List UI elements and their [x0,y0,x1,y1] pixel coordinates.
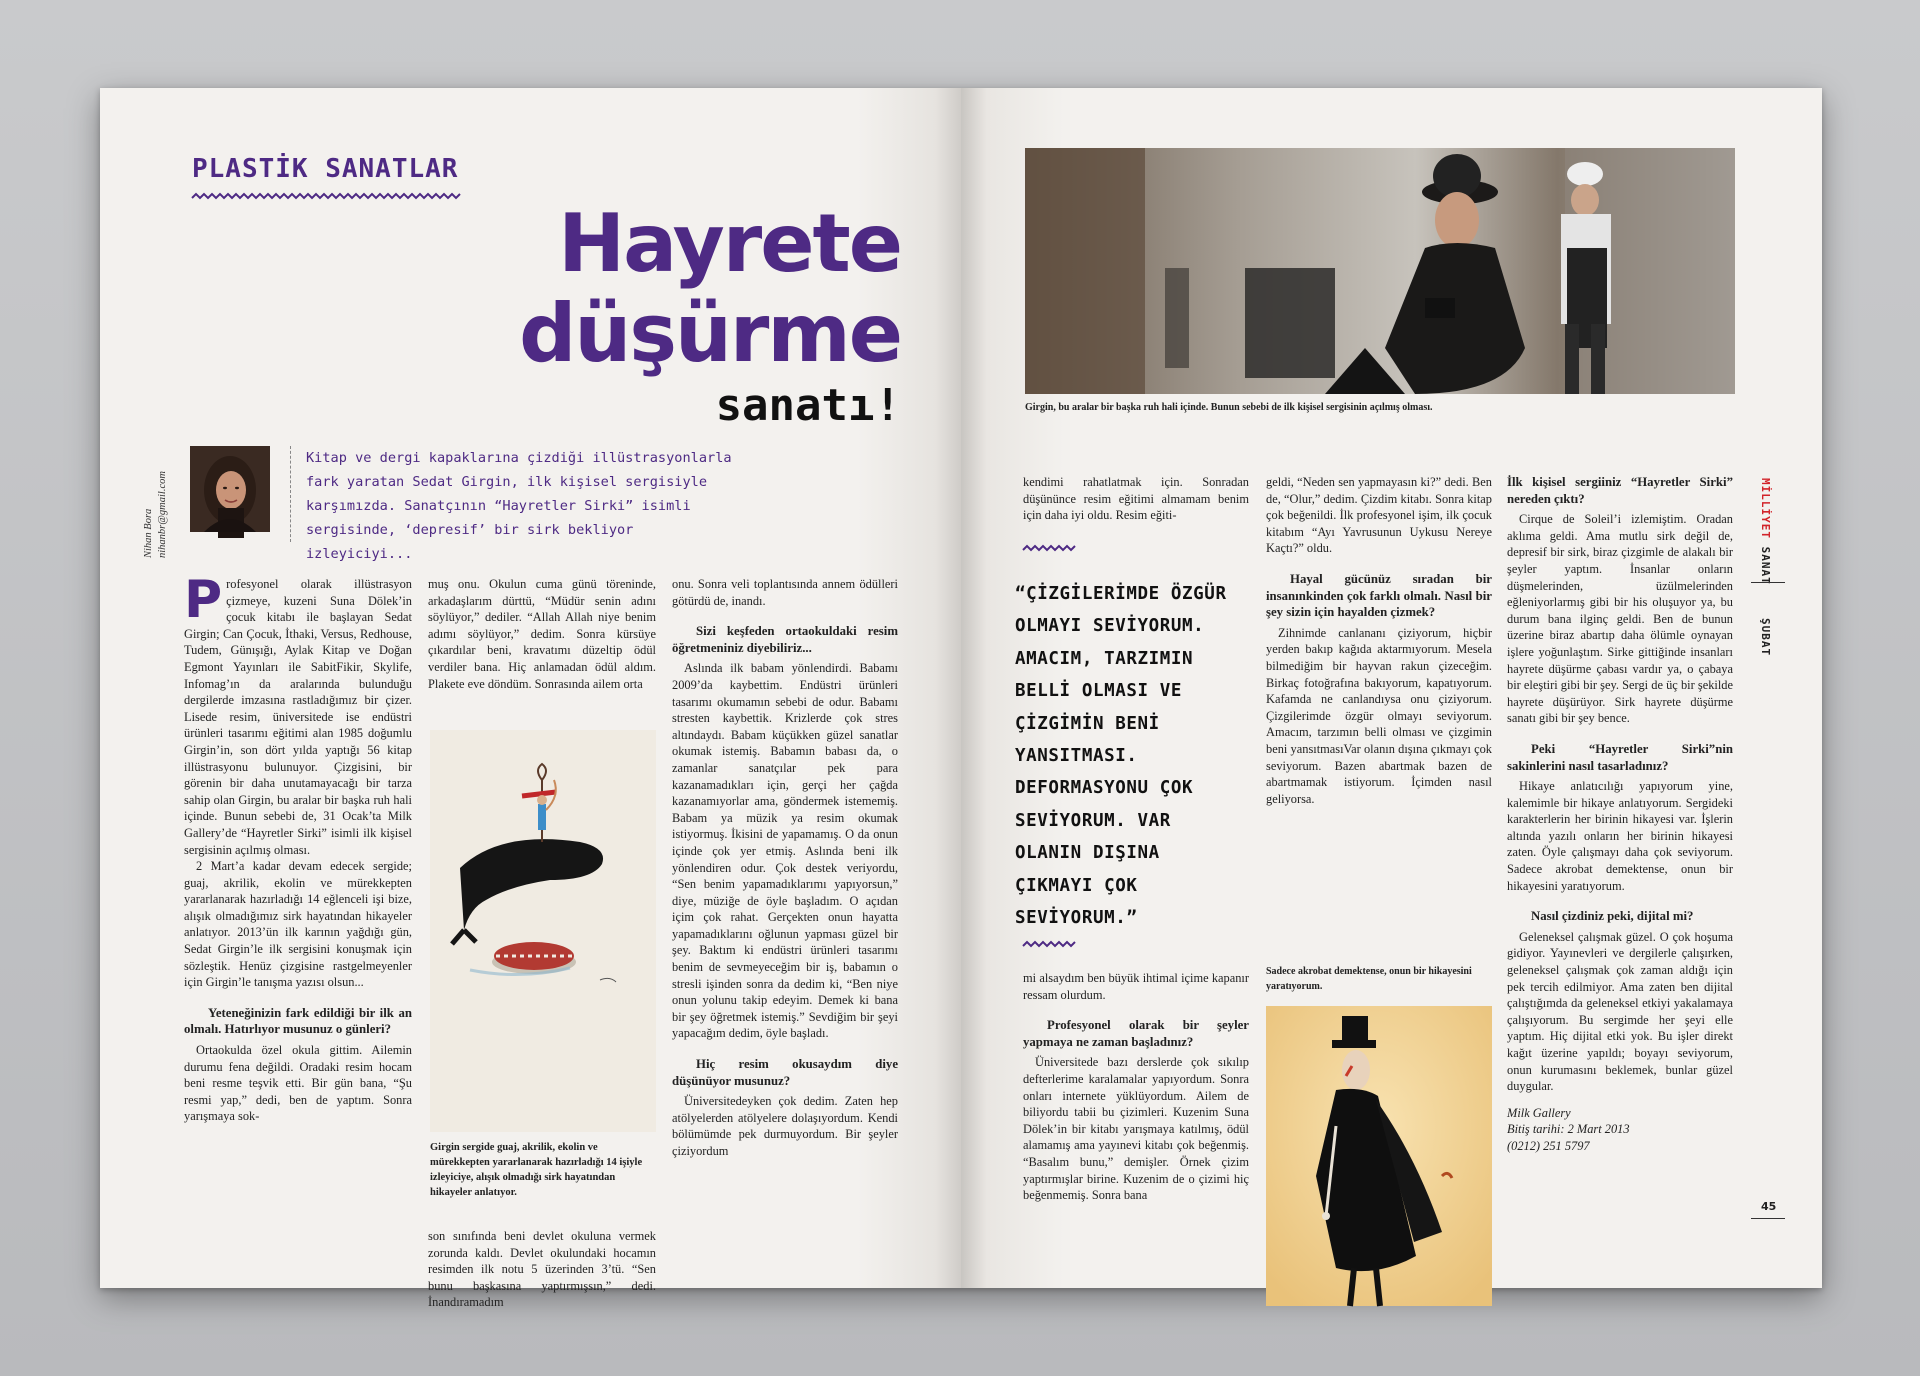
rcol1-paragraph-1: kendimi rahatlatmak için. Sonradan düşününce resim eğitimi almamam benim için daha iyi oldu. Resim eğiti- [1023,475,1249,523]
exhibition-venue: Milk Gallery [1507,1105,1571,1120]
col3-question-1: Sizi keşfeden ortaokuldaki resim öğretmeniniz diyebiliriz... [672,624,898,655]
col2-paragraph-1: muş onu. Okulun cuma günü töreninde, arkadaşlarım dürttü, “Müdür senin adını söylüyor,” dediler. “Allah Allah niye benim adımı söylüyor,” dedim. Sonra kürsüye çıkardılar beni, kravatımı düzeltip ödül verdiler bana. Hiç anlamadan ödül aldım. Plakete eve döndüm. Sonrasında ailem orta [428,577,656,691]
col3-answer-2: Üniversitedeyken çok dedim. Zaten hep atölyelerden atölyelere dolaşıyordum. Kendi bölümümde pek durmuyordum. Bir şeyler çiziyordum [672,1094,898,1158]
side-folio-rule [1751,582,1785,583]
title-line-1: Hayrete [558,197,901,290]
lede-divider [290,446,291,542]
title-line-2: düşürme [519,287,901,380]
left-column-2 [428,576,656,692]
rcol2-question-1: Hayal gücünüz sıradan bir insanınkinden çok farklı olmalı. Nasıl bir şey sizin için hayalden çizmek? [1266,571,1492,620]
author-name: Nihan Bora [143,508,154,558]
pull-quote: “ÇİZGİLERİMDE ÖZGÜR OLMAYI SEVİYORUM. AMACIM, TARZIMIN BELLİ OLMASI VE ÇİZGİMİN BENİ YANSITMASI. DEFORMASYONU ÇOK SEVİYORUM. VAR OLANIN DIŞINA ÇIKMAYI ÇOK SEVİYORUM.” [1015,584,1227,929]
author-avatar [190,446,270,532]
side-brand: MİLLİYET [1759,478,1772,539]
col3-question-2: Hiç resim okusaydım diye düşünüyor musunuz? [672,1057,898,1088]
author-byline [142,428,170,558]
rcol1-answer-1: Üniversitede bazı derslerde çok sıkılıp defterlerime karalamalar yapıyordum. Sonra onları internete yüklüyordum. Ailem de biliyordu tabii bu çizimleri. Kuzenim Suna Dölek’in bir kitabı yarışmaya katılmış, ödül alamamış ama yayınevi kitabı çok beğenmiş. “Basalım bunu,” demişler. Örnek çizim yaptırmışlar birine. Kuzenim de o çizimi hiç beğenmemiş. Sonra bana [1023,1055,1249,1203]
title-line-3: sanatı! [715,380,901,431]
acrobat-caption: Sadece akrobat demektense, onun bir hikayesini yaratıyorum. [1266,966,1472,992]
circus-illustration-whale [430,730,656,1132]
right-column-1-bottom [1023,970,1249,1204]
whale-illustration-caption: Girgin sergide guaj, akrilik, ekolin ve mürekkepten yararlanarak hazırladığı 14 işiyle izleyiciye, alışık olmadığı sirk hayatından hikayeler anlatıyor. [430,1142,643,1198]
rcol3-question-3: Nasıl çizdiniz peki, dijital mi? [1531,909,1694,924]
exhibition-end-date: Bitiş tarihi: 2 Mart 2013 [1507,1122,1630,1137]
right-column-3 [1507,474,1733,1155]
page-number: 45 [1761,1200,1777,1213]
rcol1-paragraph-2: mi alsaydım ben büyük ihtimal içime kapanır ressam olurdum. [1023,971,1249,1002]
rcol3-answer-1: Cirque de Soleil’i izlemiştim. Oradan aklıma geldi. Ama mutlu sirk değil de, depresif bir sirk, biraz çizgimle de alakalı bir şeyler yaptım. İnsanlar onların düşmelerinden, üzülmelerinden eğleniyorlarmış gibi bir his oluşuyor ya, bu durum bana ilginç geldi. Ben de bunun üzerine biraz abartıp daha ölümle oynayan işlere yoğunlaştım. Sirke gittiğinde insanları hayrete düşürme çabası vardır ya, o çabaya bir eleştiri gibi bir şey. Sergi de üç bir şekilde hayrete düşürüyor. Sirk hayrete düşürme sanatı gibi bir şey bence. [1507,512,1733,726]
rcol2-answer-1: Zihnimde canlananı çiziyorum, hiçbir yerden bakıp kağıda aktarmıyorum. Mesela bilmediğim bir hayvan rakun çizeceğim. Birkaç fotoğrafına bakıyorum, kapatıyorum. Kafamda ne canlandıysa onu çiziyorum. Çizgilerimde özgür olmayı seviyorum. Amacım, tarzımın belli olması ve çizgimin beni yansıtmasıVar olanın dışına çıkmayı çok seviyorum. Bazen abartmak bazen de abartmamak istiyorum. İçimden nasıl geliyorsa. [1266,625,1492,806]
right-column-1 [1023,474,1249,524]
quote-top-zigzag [1023,544,1075,552]
side-month: ŞUBAT [1759,617,1772,657]
circus-illustration-figure [1266,1006,1492,1306]
left-column-3 [672,576,898,1160]
left-page [100,88,961,1310]
side-section: SANAT [1759,546,1772,585]
author-email: nihanbr@gmail.com [157,471,168,558]
col1-question-1: Yeteneğinizin fark edildiği bir ilk an olmalı. Hatırlıyor musunuz o günleri? [184,1005,412,1037]
quote-bottom-zigzag [1023,940,1075,948]
exhibition-info [1507,1105,1733,1155]
col1-paragraph-2: 2 Mart’a kadar devam edecek sergide; guaj, akrilik, ekolin ve mürekkepten yararlanarak hazırladığı 14 eğlenceli işi bize, alışık olmadığımız sirk hayatından hikayeler anlatıyor. 2013’ün ilk karının yağdığı gün, Sedat Girgin’le ilk sergisini konuşmak için sözleştik. Henüz çizgisine rastgelmeyenler için Girgin’le tanışma yazısı olsun... [184,859,412,990]
col3-paragraph-1: onu. Sonra veli toplantısında annem ödülleri götürdü de, inandı. [672,577,898,608]
page-number-rule [1751,1218,1785,1219]
exhibition-phone: (0212) 251 5797 [1507,1138,1590,1153]
rcol3-answer-3: Geleneksel çalışmak güzel. O çok hoşuma gidiyor. Yayınevleri ve dergilerle çalışırken, geleneksel çalışmak çok zaman aldığı için pek tercih edilmiyor. Ama zaten ben dijital çalıştığımda da geleneksel etkiyi yakalamaya çalışıyorum. Bu sergimde her şeyi elle yaptım. Hiç dijital etki yok. Bu işler direkt kağıt üzerine yapıldı; boyayı seviyorum, onun kurumasını beklemek, bunlar güzel duygular. [1507,929,1733,1094]
rcol3-answer-2: Hikaye anlatıcılığı yapıyorum yine, kalemimle bir hikaye anlatıyorum. Sergideki karakterlerin her birinin hikayesi var. İşlerin altında yazılı onların her birinin hikayesi zaten. Öyle çalışmayı daha çok seviyorum. Sadece akrobat demektense, onun bir hikayesini yaratıyorum. [1507,779,1733,893]
artist-photo [1025,148,1735,394]
col2-paragraph-2: son sınıfında beni devlet okuluna vermek zorunda kaldı. Devlet okulundaki hocamın resimden ilk notu 5 üzerinden 3’tü. “Sen bunu başkasına yaptırmışsın,” dedi. İnandıramadım [428,1229,656,1310]
drop-cap: P [184,570,223,630]
right-column-2 [1266,474,1492,807]
col3-answer-1: Aslında ilk babam yönlendirdi. Babamı 2009’da kaybettim. Endüstri ürünleri tasarımı okumamın sebebi de odur. Babamı stresten kaybettik. Krizlerde çok stres altındaydı. Babam küçükken güzel sanatlar okumak istemiş. Babamın babası da, o zamanlar sanatçılar pek para kazanamadıkları için, gerçi her çağda kazanamıyorlar ama, göndermek istememiş. Babam ya müzik ya resim okumak istiyormuş. İkisini de yapamamış. O da onun içinde çok yer etmiş. Aslında beni ilk yönlendiren odur. Çok destek veriyordu, “Sen benim yapamadıklarımı yapıyorsun,” diye, müziğe de öyle başladım. O açıdan içim çok rahat. Gerçekten onun hayatta yapamadıklarını oğlunun yapması güzel bir şey. Baktım ki endüstri ürünleri tasarımı benim de sevmeyeceğim bir iş, babamın o stresli işinden sonra da dedim ki, “Ben niye onun yolunu takip edeyim. Demek ki bana bir şey öğretmek istemiş.” Sevdiğim bir şeyi yapacağım dedim, öyle başladı. [672,661,898,1041]
section-underline-zigzag [192,192,462,200]
left-column-2-bottom [428,1228,656,1311]
rcol3-question-1: İlk kişisel sergiiniz “Hayretler Sirki” nereden çıktı? [1507,475,1733,506]
section-label: PLASTİK SANATLAR [192,154,459,184]
left-column-1 [184,570,412,1125]
col1-answer-1: Ortaokulda özel okula gittim. Ailemin durumu fena değildi. Oradaki resim hocam beni resme teşvik etti. Bir gün bana, “Şu resmi yap,” dedi, ben de yaptım. Sonra yarışmaya sok- [184,1043,412,1124]
rcol2-paragraph-1: geldi, “Neden sen yapmayasın ki?” dedi. Ben de, “Olur,” dedim. Çizdim kitabı. Sonra kitap çok beğenildi. İlk profesyonel işim, ilk çocuk kitabım “Ayı Yavrusunun Uykusu Nereye Kaçtı?” oldu. [1266,475,1492,556]
right-page [961,88,1822,1288]
rcol3-question-2: Peki “Hayretler Sirki”nin sakinlerini nasıl tasarladınız? [1507,741,1733,773]
magazine-spread [100,88,1822,1310]
photo-caption: Girgin, bu aralar bir başka ruh hali içinde. Bunun sebebi de ilk kişisel sergisinin açılmış olması. [1025,402,1433,413]
rcol1-question-1: Profesyonel olarak bir şeyler yapmaya ne zaman başladınız? [1023,1018,1249,1049]
col1-paragraph-1: rofesyonel olarak illüstrasyon çizmeye, kuzeni Suna Dölek’in çocuk kitabı ile başlayan Sedat Girgin; Can Çocuk, İthaki, Versus, Redhouse, Tudem, Günışığı, Aylak Kitap ve Doğan Egmont Yayınları ile SabitFikir, Skylife, Infomag’ın da aralarında bulunduğu dergilerde imzasına rastladığımız bir çizer. Lisede resim, üniversitede ise endüstri ürünleri tasarımı eğitimi alan 1985 doğumlu Girgin’in, son dört yılda yaptığı 56 kitap illüstrasyonu bulunuyor. Çizgisini, bir görenin bir daha unutamayacağı bir tarza sahip olan Girgin, bu aralar bir başka ruh hali içinde. Bunun sebebi de, 31 Ocak’ta Milk Gallery’de “Hayretler Sirki” isimli ilk kişisel sergisinin açılmış olması. [184,577,412,857]
side-folio [1759,478,1772,656]
article-lede: Kitap ve dergi kapaklarına çizdiği illüstrasyonlarla fark yaratan Sedat Girgin, ilk kişisel sergisiyle karşımızda. Sanatçının “Hayretler Sirki” isimli sergisinde, ‘depresif’ bir sirk bekliyor izleyiciyi... [306,450,732,562]
